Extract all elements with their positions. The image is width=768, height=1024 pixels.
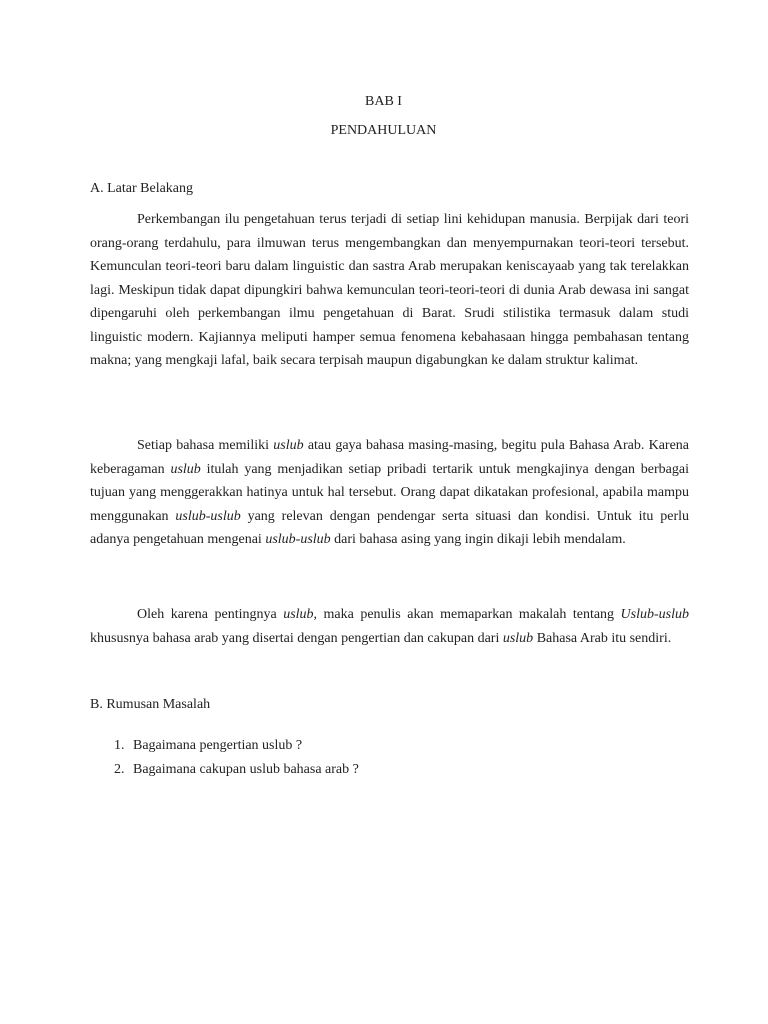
document-page	[90, 0, 690, 1024]
italic-term: uslub	[502, 630, 534, 646]
problem-list	[114, 734, 359, 782]
paragraph-3-text: khususnya bahasa arab yang disertai dengan pengertian dan cakupan dari	[90, 630, 503, 646]
paragraph-2-text: dari bahasa asing yang ingin dikaji lebih mendalam.	[330, 532, 626, 547]
list-item-text: Bagaimana cakupan uslub bahasa arab ?	[133, 762, 359, 777]
chapter-number: BAB I	[365, 94, 402, 109]
paragraph-3-text: Bahasa Arab itu sendiri.	[533, 630, 672, 646]
paragraph-2-text: yang relevan dengan pendengar serta situasi dan kondisi. Untuk itu perlu adanya pengetahuan mengenai	[90, 508, 689, 547]
italic-term: uslub-uslub	[175, 508, 241, 524]
list-number: 2.	[114, 762, 125, 777]
italic-term: uslub	[170, 461, 201, 477]
italic-term: Uslub-uslub	[620, 607, 689, 622]
paragraph-3-text: Oleh karena pentingnya	[137, 607, 284, 622]
paragraph-2-text: atau gaya bahasa masing-masing, begitu pula Bahasa Arab. Karena keberagaman	[90, 438, 689, 477]
italic-term: uslub	[273, 438, 304, 453]
paragraph-2-text: Setiap bahasa memiliki	[137, 438, 274, 453]
italic-term: uslub-uslub	[265, 532, 331, 547]
paragraph-1: Perkembangan ilu pengetahuan terus terjadi di setiap lini kehidupan manusia. Berpijak dari teori orang-orang terdahulu, para ilmuwan terus mengembangkan dan menyempurnakan teori-teori tersebut. Kemunculan teori-teori baru dalam linguistic dan sastra Arab merupakan keniscayaab yang tak terelakkan lagi. Meskipun tidak dapat dipungkiri bahwa kemunculan teori-teori-teori di dunia Arab dewasa ini sangat dipengaruhi oleh perkembangan ilmu pengetahuan di Barat. Srudi stilistika termasuk dalam studi linguistic modern. Kajiannya meliputi hamper semua fenomena kebahasaan hingga pembahasan tentang makna; yang mengkaji lafal, baik secara terpisah maupun digabungkan ke dalam struktur kalimat.	[90, 212, 689, 368]
list-item	[114, 734, 359, 758]
paragraph-3	[90, 603, 689, 650]
list-item	[114, 758, 359, 782]
paragraph-2	[90, 434, 689, 552]
paragraph-3-text: , maka penulis akan memaparkan makalah tentang	[313, 607, 621, 622]
section-a-heading: A. Latar Belakang	[90, 181, 194, 196]
italic-term: uslub	[283, 607, 314, 622]
section-b-heading: B. Rumusan Masalah	[90, 697, 211, 712]
chapter-title: PENDAHULUAN	[330, 123, 437, 138]
list-number: 1.	[114, 738, 125, 753]
paragraph-2-text: itulah yang menjadikan setiap pribadi tertarik untuk mengkajinya dengan berbagai tujuan yang menggerakkan hatinya untuk hal tersebut. Orang dapat dikatakan profesional, apabila mampu menggunakan	[90, 461, 689, 524]
list-item-text: Bagaimana pengertian uslub ?	[133, 738, 303, 753]
